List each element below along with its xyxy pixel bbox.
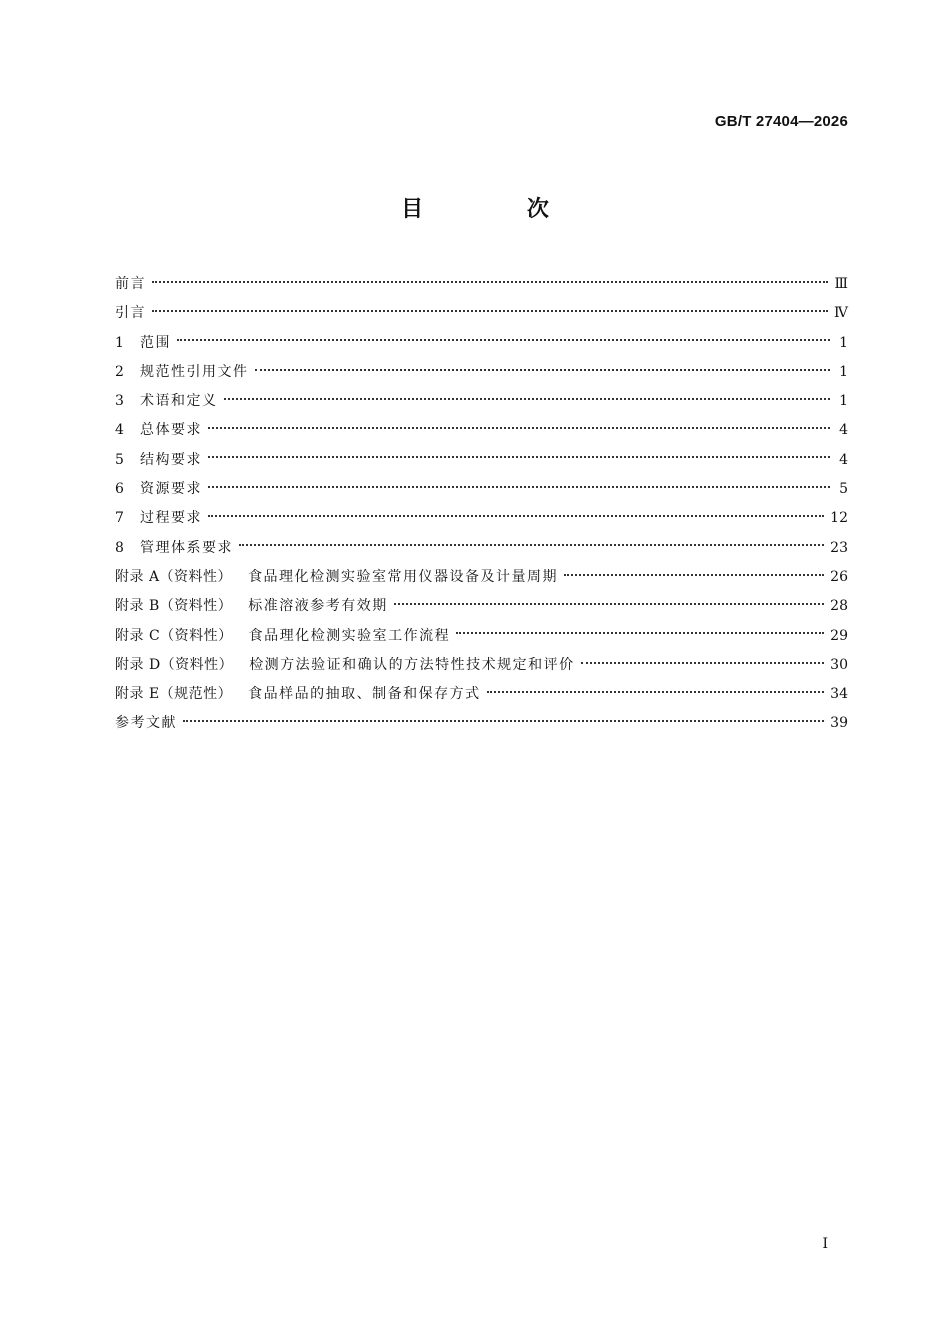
toc-entry-page: 28 [830, 598, 848, 615]
toc-leader-dots [239, 544, 824, 546]
toc-leader-dots [581, 662, 824, 664]
toc-leader-dots [255, 369, 831, 371]
toc-leader-dots [152, 281, 828, 283]
toc-entry-label: 前言 [115, 276, 146, 292]
toc-leader-dots [208, 486, 830, 488]
toc-leader-dots [152, 310, 828, 312]
toc-entry[interactable] [115, 416, 848, 445]
toc-entry-page: 4 [839, 422, 848, 439]
toc-entry-page: 5 [839, 481, 848, 498]
toc-entry-label: 参考文献 [115, 715, 177, 732]
toc-entry-page: 29 [830, 627, 848, 644]
toc-entry[interactable] [115, 622, 848, 651]
toc-leader-dots [564, 574, 824, 576]
toc-entry-subtitle: 标准溶液参考有效期 [248, 598, 388, 615]
toc-entry-label: 附录 A（资料性） [115, 568, 233, 585]
toc-entry-label: 范围 [140, 334, 171, 351]
toc-entry-page: Ⅳ [834, 305, 848, 322]
toc-entry-page: 26 [830, 568, 848, 585]
toc-leader-dots [224, 398, 831, 400]
toc-entry-label: 过程要求 [140, 510, 202, 527]
toc-entry-page: 1 [839, 393, 848, 410]
toc-entry[interactable] [115, 680, 848, 709]
toc-leader-dots [487, 691, 825, 693]
toc-entry[interactable] [115, 358, 848, 387]
toc-leader-dots [183, 720, 824, 722]
toc-entry-label: 附录 D（资料性） [115, 656, 234, 673]
toc-entry-subtitle: 食品理化检测实验室工作流程 [248, 627, 451, 644]
toc-leader-dots [208, 456, 830, 458]
toc-entry-page: 39 [830, 715, 848, 732]
toc-entry-number: 3 [115, 393, 124, 410]
toc-entry[interactable] [115, 270, 848, 299]
toc-entry-label: 结构要求 [140, 451, 202, 468]
toc-entry-page: 23 [830, 539, 848, 556]
toc-entry-subtitle: 检测方法验证和确认的方法特性技术规定和评价 [249, 656, 575, 673]
toc-entry-number: 7 [115, 510, 124, 527]
toc-entry[interactable] [115, 592, 848, 621]
toc-entry-page: 4 [839, 451, 848, 468]
toc-entry-page: 1 [839, 363, 848, 380]
toc-entry-number: 2 [115, 363, 124, 380]
toc-entry[interactable] [115, 446, 848, 475]
toc-entry-page: 12 [830, 510, 848, 527]
toc-leader-dots [394, 603, 824, 605]
toc-entry-number: 6 [115, 481, 124, 498]
toc-entry-label: 规范性引用文件 [140, 363, 249, 380]
toc-entry-page: 30 [830, 656, 848, 673]
toc-entry-number: 8 [115, 539, 124, 556]
toc-entry-subtitle: 食品理化检测实验室常用仪器设备及计量周期 [248, 568, 559, 585]
page-title: 目 次 [401, 197, 597, 222]
toc-entry-number: 5 [115, 451, 124, 468]
toc-entry[interactable] [115, 563, 848, 592]
page-number: I [822, 1236, 828, 1252]
toc-entry[interactable] [115, 534, 848, 563]
toc-entry[interactable] [115, 709, 848, 738]
table-of-contents [115, 270, 848, 739]
toc-entry[interactable] [115, 651, 848, 680]
toc-leader-dots [208, 515, 824, 517]
toc-entry-page: 34 [830, 686, 848, 703]
toc-entry[interactable] [115, 504, 848, 533]
toc-entry[interactable] [115, 299, 848, 328]
toc-entry-label: 资源要求 [140, 481, 202, 498]
standard-code: GB/T 27404—2026 [714, 113, 848, 130]
toc-leader-dots [208, 427, 830, 429]
toc-entry-page: Ⅲ [834, 276, 848, 292]
toc-entry-label: 管理体系要求 [140, 539, 233, 556]
toc-entry[interactable] [115, 329, 848, 358]
toc-leader-dots [456, 632, 824, 634]
toc-entry-subtitle: 食品样品的抽取、制备和保存方式 [248, 686, 481, 703]
toc-entry-label: 总体要求 [140, 422, 202, 439]
toc-entry-number: 4 [115, 422, 124, 439]
toc-entry-label: 附录 E（规范性） [115, 686, 233, 703]
toc-entry[interactable] [115, 387, 848, 416]
toc-entry-label: 附录 C（资料性） [115, 627, 233, 644]
toc-entry-label: 引言 [115, 305, 146, 322]
toc-entry-label: 术语和定义 [140, 393, 218, 410]
toc-entry-number: 1 [115, 334, 124, 351]
toc-entry[interactable] [115, 475, 848, 504]
toc-entry-label: 附录 B（资料性） [115, 598, 233, 615]
toc-entry-page: 1 [839, 334, 848, 351]
toc-leader-dots [177, 339, 830, 341]
